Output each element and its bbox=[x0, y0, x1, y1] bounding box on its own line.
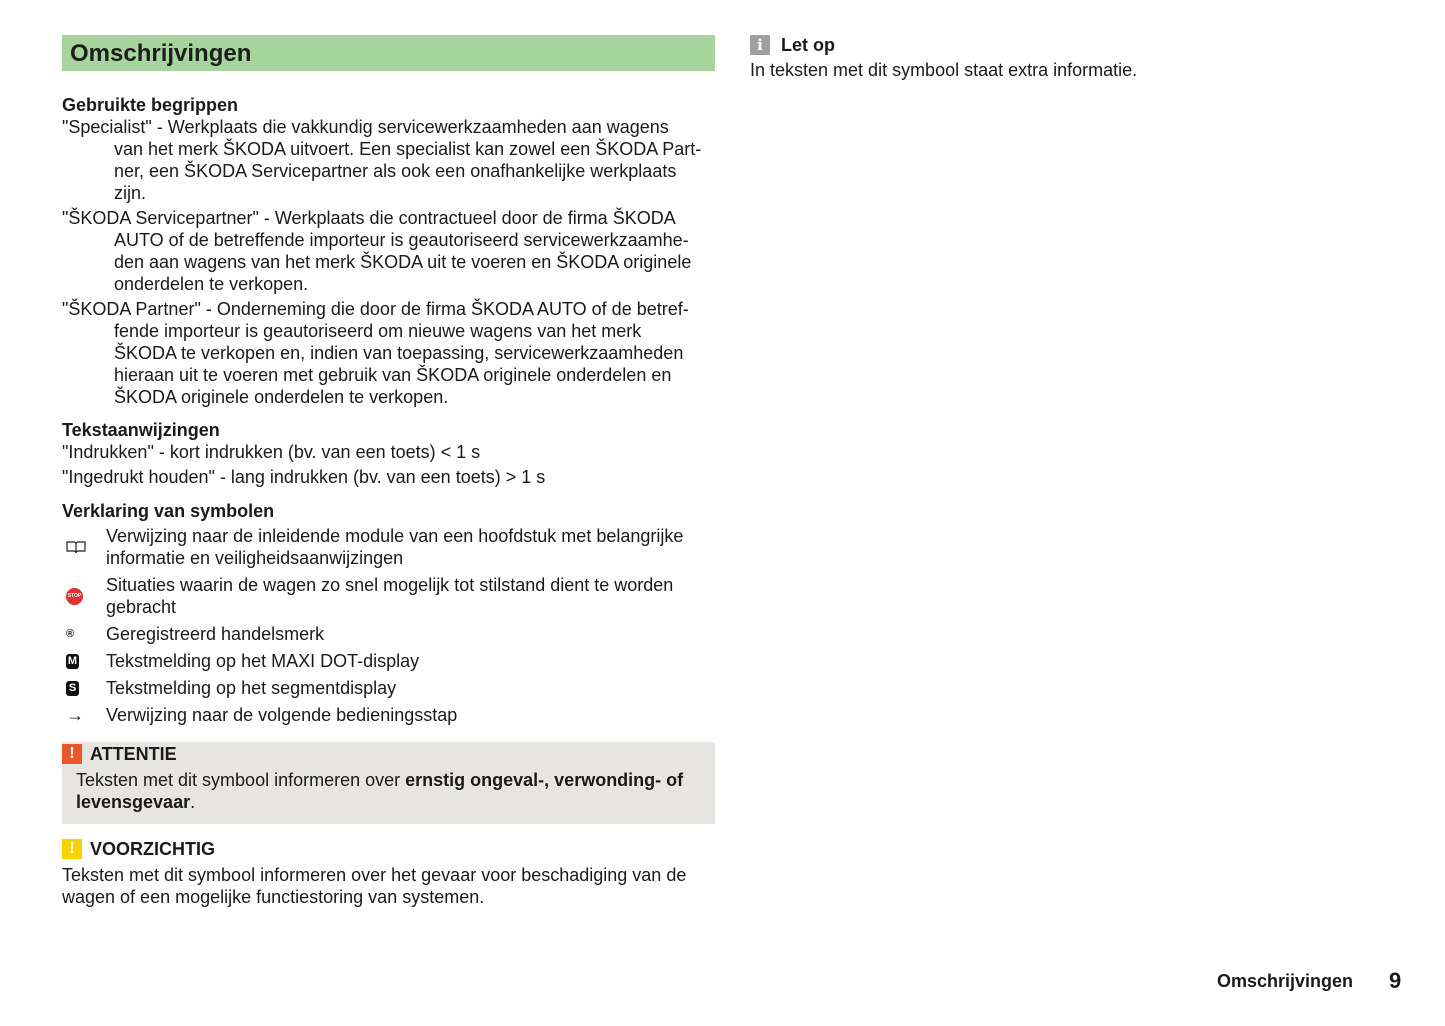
voorzichtig-text: wagen of een mogelijke functiestoring van systemen. bbox=[62, 886, 485, 907]
symbols-section bbox=[62, 500, 715, 726]
voorzichtig-text: Teksten met dit symbool informeren over het gevaar voor beschadiging van de bbox=[62, 864, 687, 885]
voorzichtig-title: VOORZICHTIG bbox=[90, 838, 215, 859]
instructions-section bbox=[62, 419, 715, 488]
symbol-item bbox=[62, 650, 715, 672]
definition-item bbox=[62, 298, 715, 408]
warning-icon: ! bbox=[62, 744, 82, 764]
symbol-description: Tekstmelding op het MAXI DOT-display bbox=[106, 651, 420, 671]
terms-heading: Gebruikte begrippen bbox=[62, 95, 239, 115]
symbol-item bbox=[62, 677, 715, 699]
definition-line: fende importeur is geautoriseerd om nieuwe wagens van het merk bbox=[114, 321, 642, 341]
symbol-item bbox=[62, 623, 715, 645]
definition-line: zijn. bbox=[114, 183, 147, 203]
registered-icon: ® bbox=[66, 628, 75, 640]
symbol-description: Tekstmelding op het segmentdisplay bbox=[106, 678, 397, 698]
symbol-description: Situaties waarin de wagen zo snel mogelijk tot stilstand dient te worden bbox=[106, 575, 674, 595]
symbol-description: informatie en veiligheidsaanwijzingen bbox=[106, 548, 404, 568]
definition-item bbox=[62, 116, 715, 204]
symbol-description: gebracht bbox=[106, 597, 177, 617]
symbol-description: Verwijzing naar de volgende bedieningsstap bbox=[106, 705, 458, 725]
instructions-heading: Tekstaanwijzingen bbox=[62, 420, 220, 440]
definition-line: ŠKODA originele onderdelen te verkopen. bbox=[114, 387, 449, 407]
attentie-text: Teksten met dit symbool informeren over ernstig ongeval-, verwonding- of levensgevaar. bbox=[76, 770, 684, 812]
symbols-heading: Verklaring van symbolen bbox=[62, 501, 275, 521]
definition-line: van het merk ŠKODA uitvoert. Een specialist kan zowel een ŠKODA Part- bbox=[114, 139, 702, 159]
definition-line: "ŠKODA Partner" - Onderneming die door de firma ŠKODA AUTO of de betref- bbox=[62, 299, 689, 319]
definition-line: "ŠKODA Servicepartner" - Werkplaats die contractueel door de firma ŠKODA bbox=[62, 208, 676, 228]
attentie-box bbox=[62, 742, 715, 824]
definition-line: "Specialist" - Werkplaats die vakkundig servicewerkzaamheden aan wagens bbox=[62, 117, 669, 137]
definition-line: AUTO of de betreffende importeur is geautoriseerd servicewerkzaamhe- bbox=[114, 230, 689, 250]
symbol-description: Geregistreerd handelsmerk bbox=[106, 624, 325, 644]
footer-section-name: Omschrijvingen bbox=[1217, 971, 1354, 991]
note-title: Let op bbox=[781, 34, 835, 55]
maxi-dot-icon: M bbox=[67, 654, 78, 667]
definition-line: ner, een ŠKODA Servicepartner als ook een onafhankelijke werkplaats bbox=[114, 161, 677, 181]
voorzichtig-box bbox=[62, 838, 715, 908]
instruction-item: "Indrukken" - kort indrukken (bv. van een toets) < 1 s bbox=[62, 442, 481, 462]
section-title-bar bbox=[62, 35, 715, 71]
definition-line: den aan wagens van het merk ŠKODA uit te voeren en ŠKODA originele bbox=[114, 252, 692, 272]
symbol-item bbox=[62, 574, 715, 618]
segment-display-icon: S bbox=[62, 677, 106, 699]
page-number: 9 bbox=[1389, 968, 1402, 993]
definition-line: ŠKODA te verkopen en, indien van toepassing, servicewerkzaamheden bbox=[114, 343, 684, 363]
definition-item bbox=[62, 207, 715, 295]
definition-line: hieraan uit te voeren met gebruik van ŠKODA originele onderdelen en bbox=[114, 365, 672, 385]
note-box bbox=[750, 34, 1137, 81]
caution-icon: ! bbox=[62, 839, 82, 859]
symbol-item bbox=[62, 525, 715, 569]
arrow-right-icon: → bbox=[66, 704, 84, 725]
attentie-title: ATTENTIE bbox=[90, 743, 177, 764]
book-icon bbox=[62, 525, 106, 569]
definition-line: onderdelen te verkopen. bbox=[114, 274, 309, 294]
page-title: Omschrijvingen bbox=[70, 40, 252, 67]
terms-section bbox=[62, 94, 715, 411]
note-text: In teksten met dit symbool staat extra informatie. bbox=[750, 59, 1138, 80]
stop-sign-icon: STOP bbox=[62, 574, 106, 618]
symbol-item bbox=[62, 704, 715, 726]
instruction-item: "Ingedrukt houden" - lang indrukken (bv. van een toets) > 1 s bbox=[62, 467, 546, 487]
info-icon: i bbox=[750, 35, 770, 55]
symbol-description: Verwijzing naar de inleidende module van een hoofdstuk met belangrijke bbox=[106, 526, 684, 546]
